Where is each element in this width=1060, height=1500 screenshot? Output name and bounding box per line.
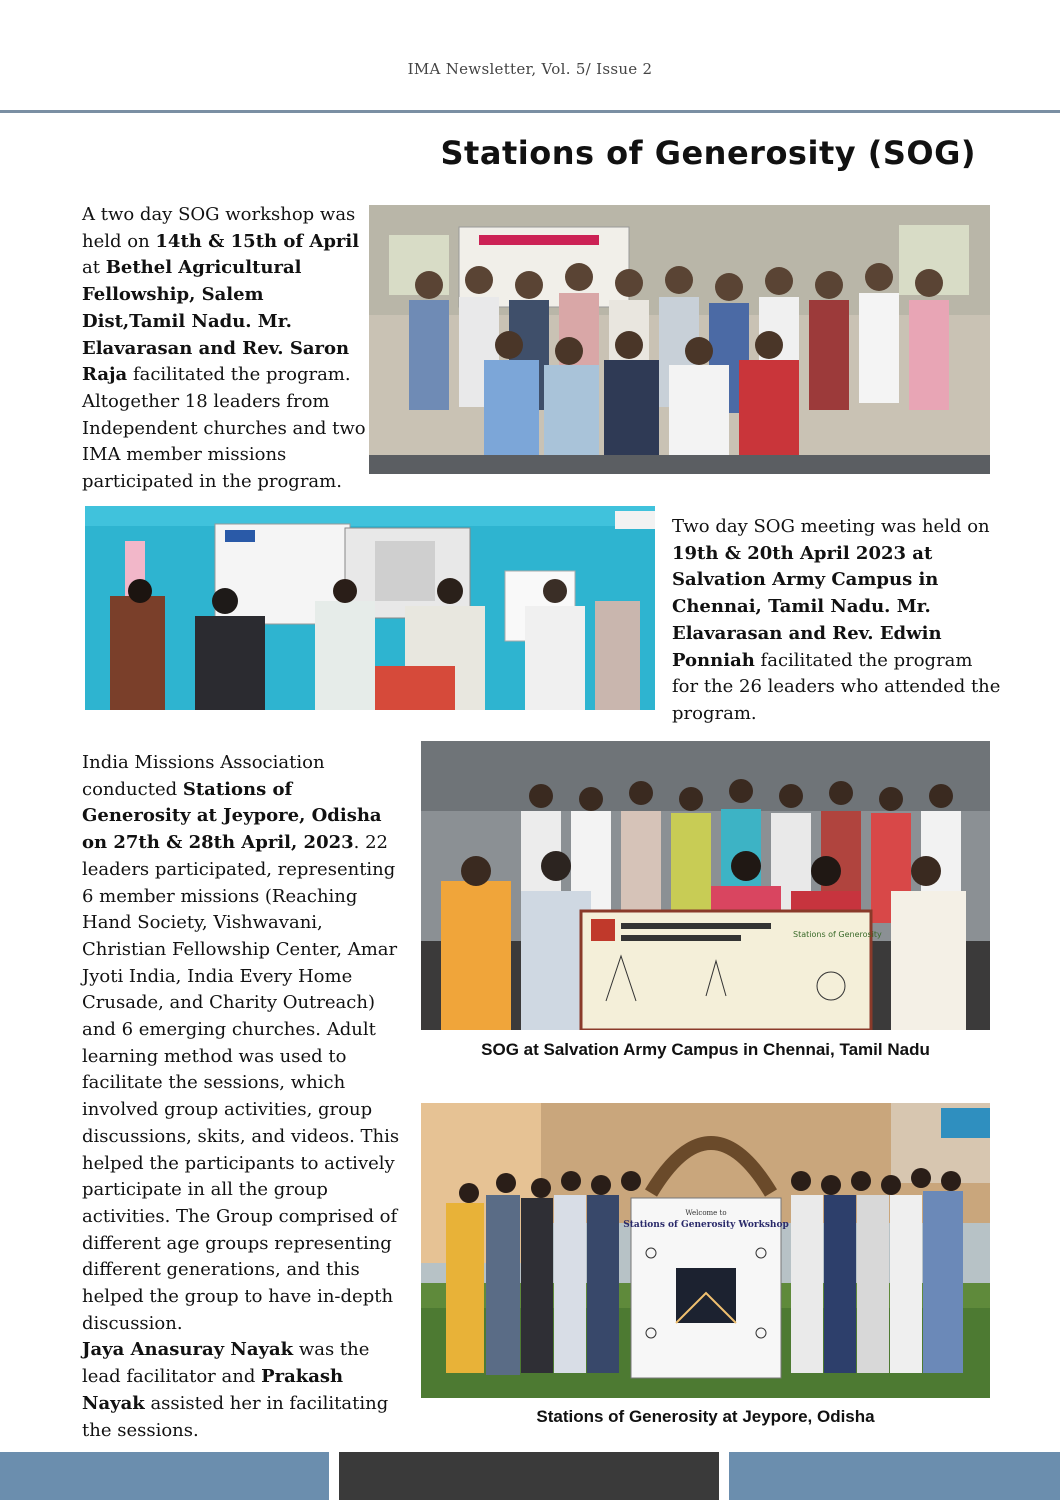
chennai-group-photo (421, 741, 990, 1030)
salem-group-photo (369, 205, 990, 474)
chennai-banner-text: Stations of Generosity (793, 930, 882, 939)
footer-bar-center (339, 1452, 719, 1500)
footer-bar-right (729, 1452, 1060, 1500)
newsletter-header: IMA Newsletter, Vol. 5/ Issue 2 (407, 60, 653, 78)
jeypore-banner-title: Stations of Generosity Workshop (623, 1220, 789, 1230)
header-divider (0, 110, 1060, 113)
jeypore-banner-welcome: Welcome to (685, 1209, 727, 1217)
chennai-photo-caption: SOG at Salvation Army Campus in Chennai, Tamil Nadu (481, 1040, 930, 1059)
jeypore-group-photo (421, 1103, 990, 1398)
page-title: Stations of Generosity (SOG) (440, 134, 976, 172)
chennai-session-photo (85, 506, 655, 710)
jeypore-workshop-text: India Missions Association conducted Stations of Generosity at Jeypore, Odisha on 27th & 28th April, 2023. 22 leaders participated, representing 6 member missions (Reaching Hand Society, Vishwavani, Christian Fellowship Center, Amar Jyoti India, India Every Home Crusade, and Charity Outreach) and 6 emerging churches. Adult learning method was used to facilitate the sessions, which involved group activities, group discussions, skits, and videos. This helped the participants to actively participate in all the group activities. The Group comprised of different age groups representing different generations, and this helped the group to have in-depth discussion. Jaya Anasuray Nayak was the lead facilitator and Prakash Nayak assisted her in facilitating the sessions. (82, 752, 400, 1441)
footer-bar-left (0, 1452, 329, 1500)
salem-workshop-text: A two day SOG workshop was held on 14th & 15th of April at Bethel Agricultural Fellowship, Salem Dist,Tamil Nadu. Mr. Elavarasan and Rev. Saron Raja facilitated the program. Altogether 18 leaders from Independent churches and two IMA member missions participated in the program. (82, 204, 366, 493)
jeypore-photo-caption: Stations of Generosity at Jeypore, Odisha (536, 1407, 875, 1426)
chennai-meeting-text: Two day SOG meeting was held on 19th & 20th April 2023 at Salvation Army Campus in Chennai, Tamil Nadu. Mr. Elavarasan and Rev. Edwin Ponniah facilitated the program for the 26 leaders who attended the program. (672, 516, 1001, 724)
